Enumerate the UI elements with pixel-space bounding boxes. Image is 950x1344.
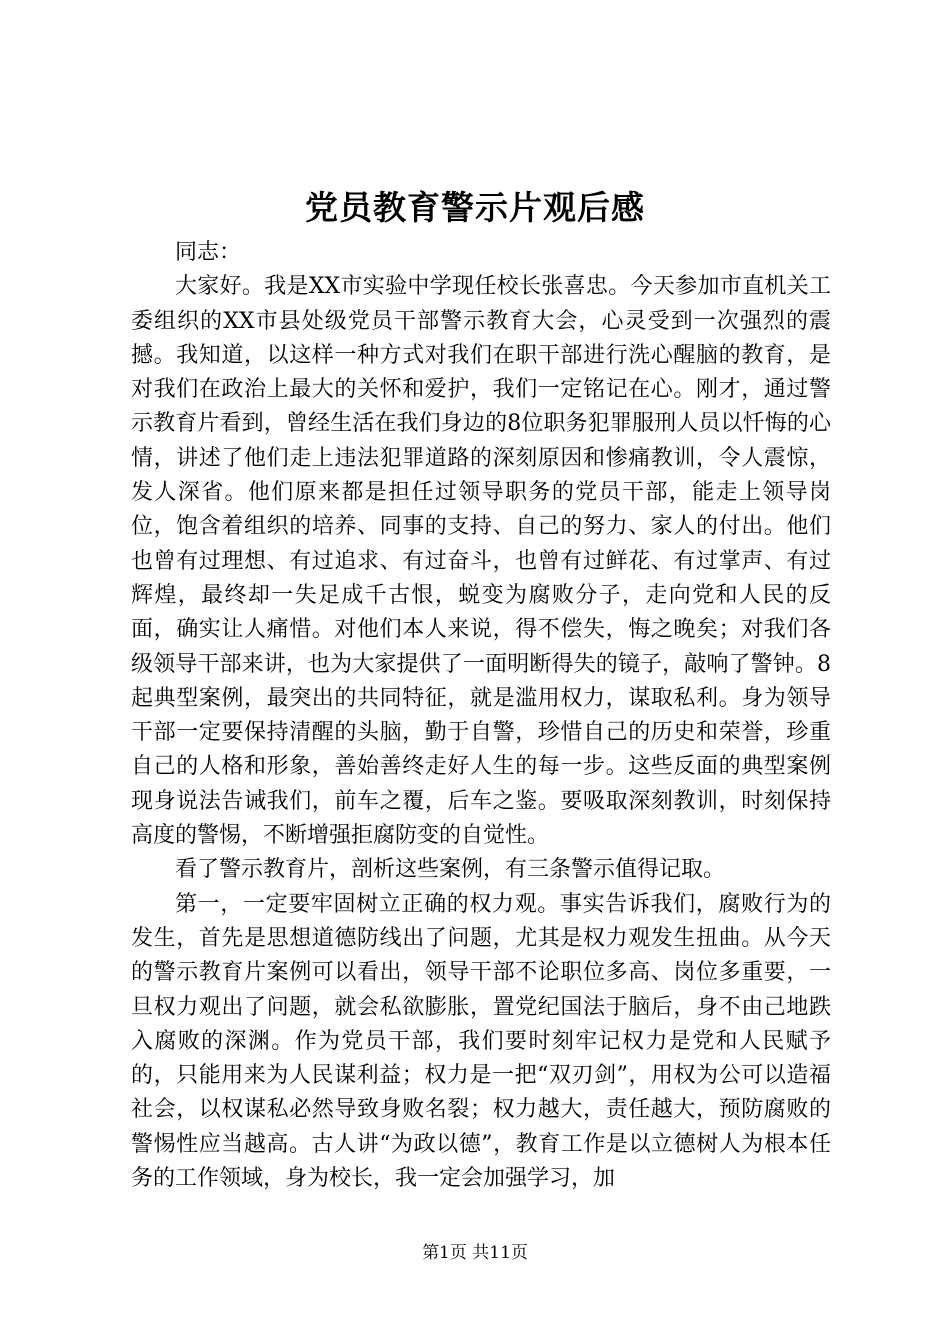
document-body <box>131 236 831 1196</box>
page-number-footer: 第1页 共11页 <box>422 1243 528 1263</box>
salutation-paragraph: 同志： <box>175 240 242 265</box>
body-paragraph: 大家好。我是XX市实验中学现任校长张喜忠。今天参加市直机关工委组织的XX市县处级党员干部警示教育大会，心灵受到一次强烈的震撼。我知道，以这样一种方式对我们在职干部进行洗心醒脑的教育，是对我们在政治上最大的关怀和爱护，我们一定铭记在心。刚才，通过警示教育片看到，曾经生活在我们身边的8位职务犯罪服刑人员以忏悔的心情，讲述了他们走上违法犯罪道路的深刻原因和惨痛教训，令人震惊，发人深省。他们原来都是担任过领导职务的党员干部，能走上领导岗位，饱含着组织的培养、同事的支持、自己的努力、家人的付出。他们也曾有过理想、有过追求、有过奋斗，也曾有过鲜花、有过掌声、有过辉煌，最终却一失足成千古恨，蜕变为腐败分子，走向党和人民的反面，确实让人痛惜。对他们本人来说，得不偿失，悔之晚矣；对我们各级领导干部来讲，也为大家提供了一面明断得失的镜子，敲响了警钟。8起典型案例，最突出的共同特征，就是滥用权力，谋取私利。身为领导干部一定要保持清醒的头脑，勤于自警，珍惜自己的历史和荣誉，珍重自己的人格和形象，善始善终走好人生的每一步。这些反面的典型案例现身说法告诫我们，前车之覆，后车之鉴。要吸取深刻教训，时刻保持高度的警惕，不断增强拒腐防变的自觉性。 <box>131 274 831 849</box>
body-paragraph: 第一，一定要牢固树立正确的权力观。事实告诉我们，腐败行为的发生，首先是思想道德防线出了问题，尤其是权力观发生扭曲。从今天的警示教育片案例可以看出，领导干部不论职位多高、岗位多重要，一旦权力观出了问题，就会私欲膨胀，置党纪国法于脑后，身不由己地跌入腐败的深渊。作为党员干部，我们要时刻牢记权力是党和人民赋予的，只能用来为人民谋利益；权力是一把“双刃剑”，用权为公可以造福社会，以权谋私必然导致身败名裂；权力越大，责任越大，预防腐败的警惕性应当越高。古人讲“为政以德”，教育工作是以立德树人为根本任务的工作领域，身为校长，我一定会加强学习，加 <box>131 891 831 1192</box>
document-title: 党员教育警示片观后感 <box>305 188 645 227</box>
body-paragraph: 看了警示教育片，剖析这些案例，有三条警示值得记取。 <box>175 857 726 883</box>
